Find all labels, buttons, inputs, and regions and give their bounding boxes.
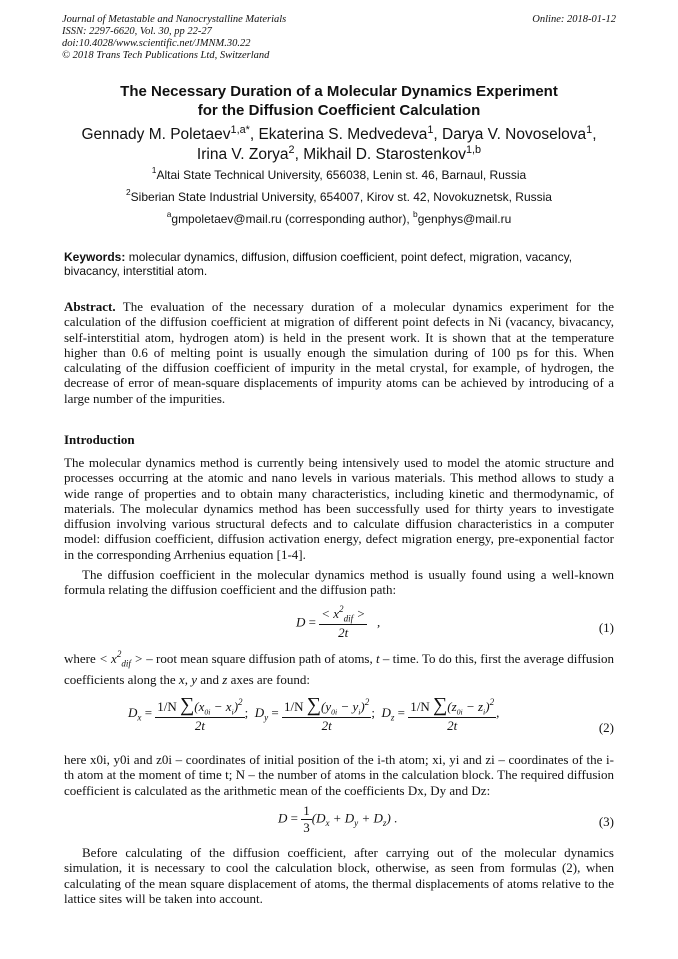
copyright: © 2018 Trans Tech Publications Ltd, Switzerland xyxy=(62,50,270,61)
var-t: t xyxy=(376,651,380,666)
equation-3: D = $\frac{1}{3}$ $(D_x + D_y + D_z)$ . xyxy=(278,803,398,835)
vars-xy: x, y xyxy=(178,671,197,687)
intro-paragraph-5: Before calculating of the diffusion coefficient, after carrying out of the molecular dynamics simulation, it is necessary to cool the calculation block, otherwise, as seen from formulas (2), when calculating of the mean square displacement of atoms, the thermal displacements of atoms relative to the lattice sites will be taken into account. xyxy=(64,845,614,906)
intro-paragraph-3: where < $x^2_{dif}$ > – root mean square diffusion path of atoms, t – time. To do this, first the average diffusion coefficients along the x, y and z axes are found: xyxy=(64,649,614,687)
keywords xyxy=(64,250,614,278)
author: Mikhail D. Starostenkov xyxy=(303,146,466,163)
issn: ISSN: 2297-6620, Vol. 30, pp 22-27 xyxy=(62,26,212,37)
title-line-1: The Necessary Duration of a Molecular Dynamics Experiment xyxy=(120,83,558,100)
intro-paragraph-1: The molecular dynamics method is currently being intensively used to model the atomic structure and processes occurring at the atomic and nano levels in various materials. This method allows to study a wide range of properties and to obtain many characteristics, including kinetic and thermodynamic, of materials. The molecular dynamics method has been successfully used for thirty years to investigate diffusion involving various structural defects and to calculate diffusion characteristics in a computer model: diffusion coefficient, diffusion activation energy, defect migration energy, pre-exponential factor in the corresponding Arrhenius equation [1-4]. xyxy=(64,455,614,562)
affiliation-2 xyxy=(40,187,638,204)
email-sup: b xyxy=(413,209,418,219)
author: Irina V. Zorya xyxy=(196,146,289,163)
author-sup: 1 xyxy=(427,124,434,136)
paper-title xyxy=(40,82,638,120)
abstract-label: Abstract. xyxy=(64,299,116,314)
author-sup: 1 xyxy=(586,124,593,136)
abstract-text: The evaluation of the necessary duration of a molecular dynamics experiment for the calculation of the diffusion coefficient at migration of different point defects in Ni (vacancy, bivacancy, self-interstitial atom, hydrogen atom) is held in the present work. It is shown that at the temperature higher than 0.6 of melting point is usually enough the simulation during of 100 ps for this. When calculating of the diffusion coefficient of impurity in the metal crystal, for example, of hydrogen, the decrease of error of mean-square displacements of impurity atoms can be achieved by introducing of a large number of the impurities. xyxy=(64,299,614,406)
author-sup: 1,b xyxy=(466,144,482,156)
online-date: Online: 2018-01-12 xyxy=(532,14,616,25)
equation-number: (3) xyxy=(598,814,614,829)
section-heading: Introduction xyxy=(64,432,135,447)
author: Gennady M. Poletaev xyxy=(81,126,231,143)
journal-header xyxy=(62,14,616,62)
author-sup: 1,a* xyxy=(230,124,250,136)
keywords-label: Keywords: xyxy=(64,250,126,264)
equation-number: (1) xyxy=(598,620,614,635)
email-sup: a xyxy=(166,209,172,219)
abstract xyxy=(64,299,614,406)
affiliation-1 xyxy=(40,165,638,182)
equation-number: (2) xyxy=(598,720,614,735)
affiliation-sup: 2 xyxy=(126,187,131,197)
affiliation-sup: 1 xyxy=(151,165,157,175)
keywords-text: molecular dynamics, diffusion, diffusion coefficient, point defect, migration, vacancy, bivacancy, interstitial atom. xyxy=(64,250,573,278)
emails xyxy=(40,209,638,226)
text-run: – time. To do this, first the average diffusion coefficients along the xyxy=(64,651,614,687)
journal-name: Journal of Metastable and Nanocrystalline Materials xyxy=(62,14,287,25)
text-run: axes are found: xyxy=(227,671,310,687)
intro-paragraph-2: The diffusion coefficient in the molecular dynamics method is usually found using a well-known formula relating the diffusion coefficient and the diffusion path: xyxy=(64,567,614,598)
affiliation-text: Siberian State Industrial University, 654007, Kirov st. 42, Novokuznetsk, Russia xyxy=(130,190,552,204)
affiliation-text: Altai State Technical University, 656038, Lenin st. 46, Barnaul, Russia xyxy=(156,168,527,182)
author: Ekaterina S. Medvedeva xyxy=(258,126,428,143)
equation-2: $D_x$ = $\frac{1/N \sum(x_{0i} - x_i)^2}{2t}$ ; $D_y$ = $\frac{1/N \sum(y_{0i} - y_i)^2}{2t}$ ; $D_z$ = $\frac{1/N \sum(z_{0i} - z_i)^2}{2t}$ , xyxy=(128,694,500,733)
email-text: genphys@mail.ru xyxy=(417,212,512,226)
author: Darya V. Novoselova xyxy=(442,126,587,143)
text-run: and xyxy=(196,671,223,687)
intro-paragraph-4: here x0i, y0i and z0i – coordinates of initial position of the i-th atom; xi, yi and zi – coordinates of the i-th atom at the moment of time t; N – the number of atoms in the calculation block. The required diffusion coefficient is calculated as the arithmetic mean of the coefficients Dx, Dy and Dz: xyxy=(64,752,614,798)
author-list: Gennady M. Poletaev$^{1,a*}$, Ekaterina S. Medvedeva$^1$, Darya V. Novoselova$^1$, Irina V. Zorya$^2$, Mikhail D. Starostenkov$^{1,b}$ xyxy=(81,124,597,163)
author-sup: 2 xyxy=(288,144,295,156)
equation-1: D = $\frac{< x^2_{dif} >}{2t}$ , xyxy=(296,604,381,640)
where-word: where xyxy=(64,651,96,666)
doi: doi:10.4028/www.scientific.net/JMNM.30.22 xyxy=(62,38,251,49)
title-line-2: for the Diffusion Coefficient Calculation xyxy=(197,102,481,119)
email-text: gmpoletaev@mail.ru (corresponding author), xyxy=(171,212,414,226)
text-run: – root mean square diffusion path of atoms, xyxy=(143,651,376,666)
